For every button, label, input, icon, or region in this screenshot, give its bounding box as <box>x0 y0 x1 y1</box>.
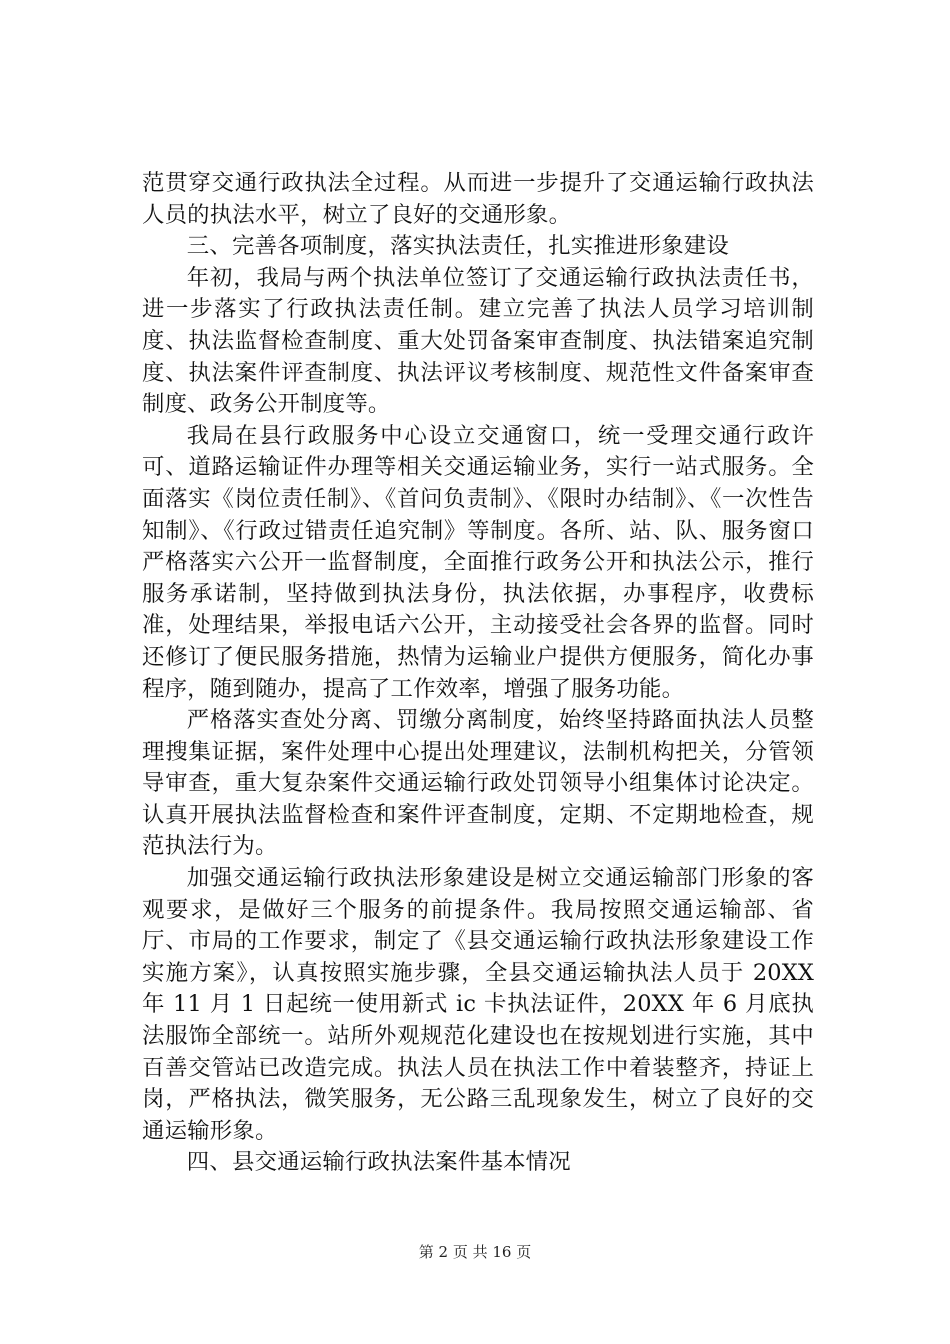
document-body <box>142 168 814 1179</box>
paragraph-image-building: 加强交通运输行政执法形象建设是树立交通运输部门形象的客观要求，是做好三个服务的前提条件。我局按照交通运输部、省厅、市局的工作要求，制定了《县交通运输行政执法形象建设工作实施方案》，认真按照实施步骤，全县交通运输执法人员于 20XX 年 11 月 1 日起统一使用新式 ic 卡执法证件，20XX 年 6 月底执法服饰全部统一。站所外观规范化建设也在按规划进行实施，其中百善交管站已改造完成。执法人员在执法工作中着装整齐，持证上岗，严格执法，微笑服务，无公路三乱现象发生，树立了良好的交通运输形象。 <box>142 865 814 1144</box>
section-heading-four: 四、县交通运输行政执法案件基本情况 <box>186 1149 571 1176</box>
paragraph-service-window: 我局在县行政服务中心设立交通窗口，统一受理交通行政许可、道路运输证件办理等相关交通运输业务，实行一站式服务。全面落实《岗位责任制》、《首问负责制》、《限时办结制》、《一次性告知制》、《行政过错责任追究制》等制度。各所、站、队、服务窗口严格落实六公开一监督制度，全面推行政务公开和执法公示，推行服务承诺制，坚持做到执法身份，执法依据，办事程序，收费标准，处理结果，举报电话六公开，主动接受社会各界的监督。同时还修订了便民服务措施，热情为运输业户提供方便服务，简化办事程序，随到随办，提高了工作效率，增强了服务功能。 <box>142 422 814 702</box>
paragraph-continuation: 范贯穿交通行政执法全过程。从而进一步提升了交通运输行政执法人员的执法水平，树立了良好的交通形象。 <box>142 170 814 228</box>
paragraph-penalty-separation: 严格落实查处分离、罚缴分离制度，始终坚持路面执法人员整理搜集证据，案件处理中心提出处理建议，法制机构把关，分管领导审查，重大复杂案件交通运输行政处罚领导小组集体讨论决定。认真开展执法监督检查和案件评查制度，定期、不定期地检查，规范执法行为。 <box>142 707 814 860</box>
page-number-footer: 第 2 页 共 16 页 <box>418 1243 532 1261</box>
paragraph-responsibility: 年初，我局与两个执法单位签订了交通运输行政执法责任书，进一步落实了行政执法责任制。建立完善了执法人员学习培训制度、执法监督检查制度、重大处罚备案审查制度、执法错案追究制度、执法案件评查制度、执法评议考核制度、规范性文件备案审查制度、政务公开制度等。 <box>142 264 814 418</box>
section-heading-three: 三、完善各项制度，落实执法责任，扎实推进形象建设 <box>186 233 729 260</box>
